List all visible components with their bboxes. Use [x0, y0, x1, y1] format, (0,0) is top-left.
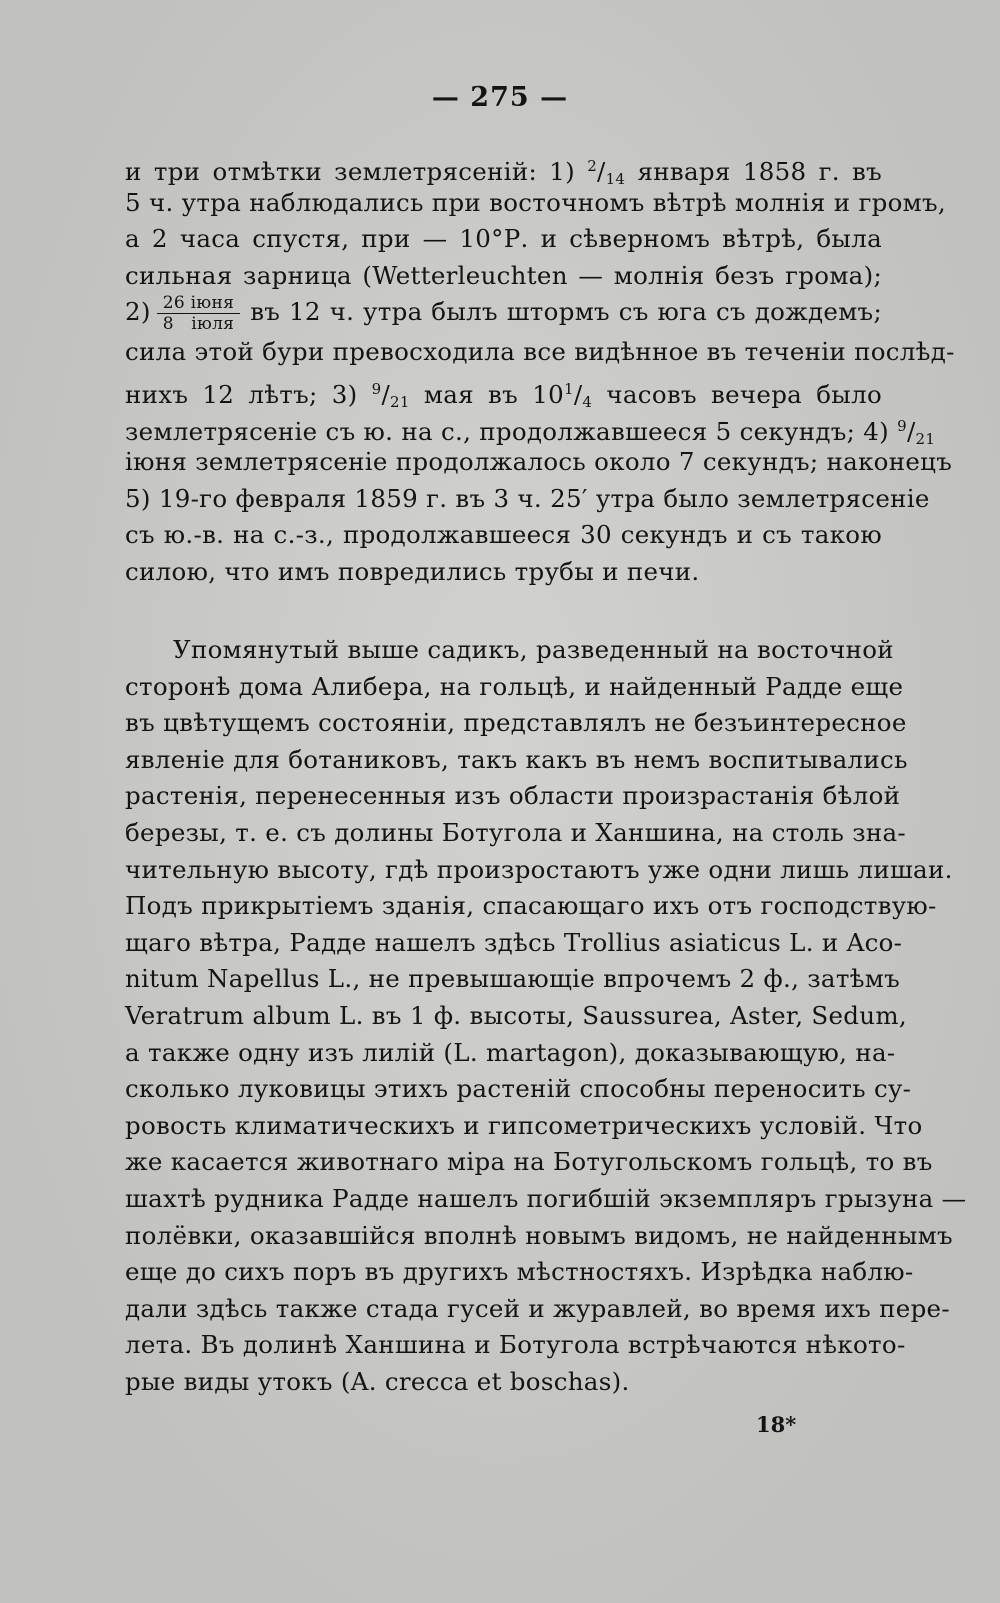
text-line: полёвки, оказавшійся вполнѣ новымъ видомъ, не найденнымъ [125, 1220, 953, 1250]
text-line: Veratrum album L. въ 1 ф. высоты, Saussurea, Aster, Sedum, [125, 1000, 907, 1030]
text-line: чительную высоту, гдѣ произростаютъ уже одни лишь лишаи. [125, 854, 953, 884]
text-line: сколько луковицы этихъ растеній способны переносить су- [125, 1074, 912, 1104]
text-line: а 2 часа спустя, при — 10°Р. и сѣверномъ вѣтрѣ, была [125, 224, 882, 254]
text-line: нихъ 12 лѣтъ; 3) $^9/_{21}$ мая въ $10^1/_4$ часовъ вечера было [125, 379, 882, 411]
text-line: явленіе для ботаниковъ, такъ какъ въ немъ воспитывались [125, 744, 908, 774]
text-line: силою, что имъ повредились трубы и печи. [125, 556, 700, 586]
page-number: — 275 — [431, 82, 569, 113]
text-line: Упомянутый выше садикъ, разведенный на восточной [173, 635, 894, 664]
text-line: сила этой бури превосходила все видѣнное въ теченіи послѣд- [125, 337, 955, 367]
paragraph-earthquakes [125, 148, 955, 591]
text-line: 5 ч. утра наблюдались при восточномъ вѣтрѣ молнія и громъ, [125, 187, 946, 217]
signature-mark: 18* [756, 1412, 797, 1437]
text-line: и три отмѣтки землетрясеній: 1) $^2/_{14}$ января 1858 г. въ [125, 157, 883, 188]
text-line: березы, т. е. съ долины Ботугола и Ханшина, на столь зна- [125, 817, 907, 847]
text-line: 5) 19-го февраля 1859 г. въ 3 ч. 25′ утра было землетрясеніе [125, 483, 930, 513]
text-line: рые виды утокъ (A. crecca et boschas). [125, 1366, 630, 1396]
text-line: сторонѣ дома Алибера, на гольцѣ, и найденный Радде еще [125, 671, 904, 701]
text-line: съ ю.-в. на с.-з., продолжавшееся 30 секундъ и съ такою [125, 520, 882, 550]
text-line: растенія, перенесенныя изъ области произрастанія бѣлой [125, 781, 901, 811]
text-line: въ цвѣтущемъ состояніи, представлялъ не безъинтересное [125, 708, 907, 738]
text-line: сильная зарница (Wetterleuchten — молнія безъ грома); [125, 260, 882, 290]
text-line: дали здѣсь также стада гусей и журавлей, во время ихъ пере- [125, 1293, 950, 1323]
date-fraction: $\frac{\text{26 іюня}}{\text{8 іюля}}$ [157, 294, 240, 333]
text-line: шахтѣ рудника Радде нашелъ погибшій экземпляръ грызуна — [125, 1183, 967, 1213]
text-line: землетрясеніе съ ю. на с., продолжавшееся 5 секундъ; 4) $^9/_{21}$ [125, 416, 936, 448]
text-line: а также одну изъ лилій (L. martagon), доказывающую, на- [125, 1037, 896, 1067]
text-line: щаго вѣтра, Радде нашелъ здѣсь Trollius asiaticus L. и Aco- [125, 927, 903, 957]
text-line: еще до сихъ поръ въ другихъ мѣстностяхъ. Изрѣдка наблю- [125, 1257, 914, 1287]
text-line: nitum Napellus L., не превышающіе впрочемъ 2 ф., затѣмъ [125, 964, 901, 994]
paragraph-garden [125, 632, 967, 1400]
text-line: 2) $\frac{\text{26 іюня}}{\text{8 іюля}}$ въ 12 ч. утра былъ штормъ съ юга съ дождемъ; [125, 293, 882, 335]
text-line: лета. Въ долинѣ Ханшина и Ботугола встрѣчаются нѣкото- [125, 1330, 906, 1360]
text-line: же касается животнаго міра на Ботугольскомъ гольцѣ, то въ [125, 1147, 933, 1177]
text-line: ровость климатическихъ и гипсометрическихъ условій. Что [125, 1110, 923, 1140]
text-line: іюня землетрясеніе продолжалось около 7 секундъ; наконецъ [125, 447, 953, 477]
text-line: Подъ прикрытіемъ зданія, спасающаго ихъ отъ господствую- [125, 891, 937, 921]
